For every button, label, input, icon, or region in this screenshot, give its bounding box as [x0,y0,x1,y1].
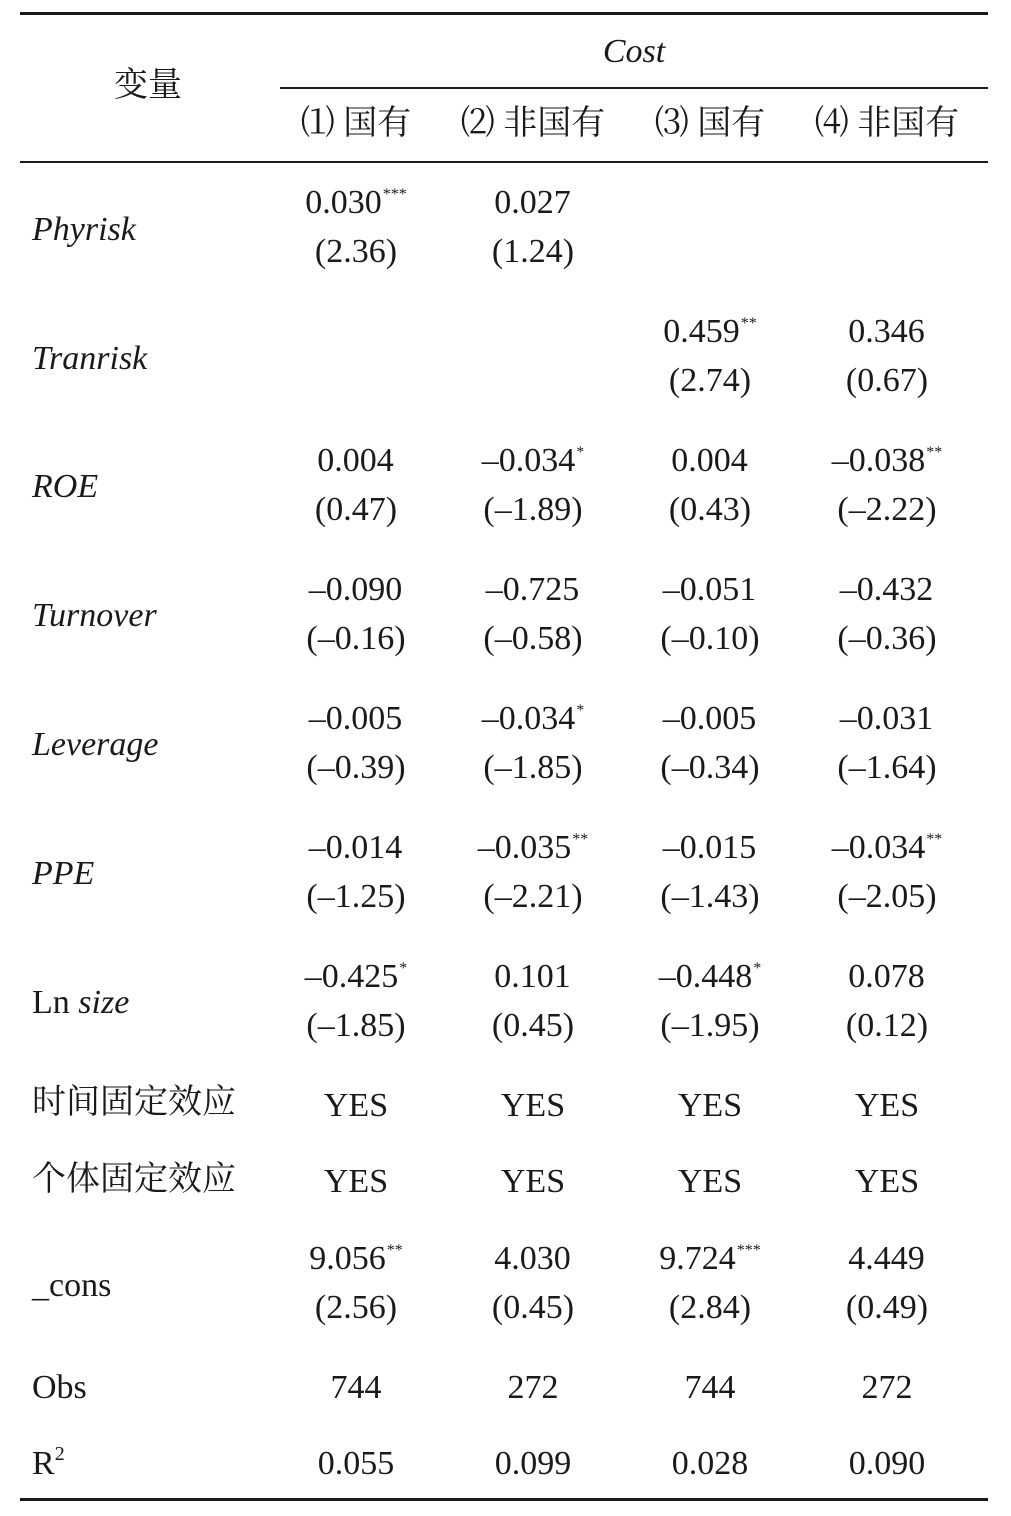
header-col-1: ⑴ 国有 [300,105,412,142]
header-col-3: ⑶ 国有 [654,105,766,142]
leverage-coef-value: –0.034 [481,700,576,737]
cons-significance-stars: *** [736,1242,761,1259]
phyrisk-tstat: (1.24) [491,233,575,270]
leverage-tstat: (–0.39) [306,749,406,786]
obs-value: 744 [330,1369,382,1406]
lnsize-coef [659,957,762,1003]
roe-coef [671,441,749,487]
row-label-ppe: PPE [32,855,95,892]
roe-coef-value: 0.004 [317,442,394,479]
turnover-coef-value: –0.725 [485,571,580,608]
leverage-coef-value: –0.005 [662,700,757,737]
ppe-significance-stars: ** [926,831,943,848]
phyrisk-coef [494,183,572,229]
ppe-tstat: (–2.05) [837,878,937,915]
r2-value: 0.055 [317,1445,395,1482]
ppe-coef [663,828,758,874]
turnover-tstat: (–0.36) [837,620,937,657]
bottom-rule [20,1498,988,1501]
tranrisk-coef [356,312,357,358]
roe-coef [482,441,585,487]
turnover-coef [840,570,935,616]
phyrisk-coef [305,183,407,229]
header-group-label: Cost [602,33,666,70]
time_fe-value: YES [500,1087,566,1124]
leverage-tstat: (–0.34) [660,749,760,786]
roe-tstat: (–2.22) [837,491,937,528]
ppe-tstat: (–1.43) [660,878,760,915]
r2-value: 0.099 [494,1445,572,1482]
roe-significance-stars: ** [926,444,943,461]
leverage-coef-value: –0.005 [308,700,403,737]
cons-tstat: (2.56) [314,1289,398,1326]
turnover-tstat: (–0.16) [306,620,406,657]
leverage-coef [309,699,404,745]
roe-tstat: (0.47) [314,491,398,528]
leverage-coef [482,699,585,745]
ppe-significance-stars: ** [572,831,589,848]
row-label-time-fe: 时间固定效应 [32,1084,236,1121]
row-label-obs: Obs [32,1369,87,1406]
leverage-coef [663,699,758,745]
tranrisk-coef-value: 0.346 [848,313,925,350]
leverage-coef [840,699,935,745]
lnsize-coef-value: 0.101 [494,958,571,995]
lnsize-ital: size [78,984,130,1021]
tranrisk-tstat: (2.74) [668,362,752,399]
header-var-label: 变量 [114,67,182,104]
lnsize-coef-value: –0.425 [304,958,399,995]
turnover-tstat: (–0.10) [660,620,760,657]
roe-coef [832,441,943,487]
phyrisk-tstat: (2.36) [314,233,398,270]
lnsize-tstat: (–1.95) [660,1007,760,1044]
turnover-coef-value: –0.432 [839,571,934,608]
phyrisk-coef-value: 0.030 [305,184,382,221]
leverage-significance-stars: * [576,702,585,719]
phyrisk-significance-stars: *** [382,186,407,203]
row-label-phyrisk: Phyrisk [32,211,136,248]
roe-coef [317,441,395,487]
turnover-coef-value: –0.051 [662,571,757,608]
ppe-tstat: (–2.21) [483,878,583,915]
cons-tstat: (2.84) [668,1289,752,1326]
leverage-tstat: (–1.64) [837,749,937,786]
turnover-coef [486,570,581,616]
ppe-coef-value: –0.015 [662,829,757,866]
tranrisk-coef-value: 0.459 [663,313,740,350]
tranrisk-coef [533,312,534,358]
lnsize-coef-value: 0.078 [848,958,925,995]
ppe-coef-value: –0.035 [477,829,572,866]
r2-value: 0.090 [848,1445,926,1482]
turnover-coef [663,570,758,616]
cons-coef [309,1239,403,1285]
indiv_fe-value: YES [854,1163,920,1200]
indiv_fe-value: YES [500,1163,566,1200]
row-label-cons: _cons [32,1267,112,1304]
r2-value: 0.028 [671,1445,749,1482]
phyrisk-coef [887,183,888,229]
cons-coef-value: 9.724 [659,1240,736,1277]
roe-coef-value: 0.004 [671,442,748,479]
lnsize-coef [305,957,408,1003]
lnsize-prefix: Ln [32,984,70,1021]
r2-label-sup: 2 [54,1443,65,1465]
leverage-tstat: (–1.85) [483,749,583,786]
row-label-indiv-fe: 个体固定效应 [32,1161,236,1198]
top-rule [20,12,988,15]
ppe-coef [309,828,404,874]
roe-coef-value: –0.034 [481,442,576,479]
tranrisk-tstat: (0.67) [845,362,929,399]
row-label-tranrisk: Tranrisk [32,340,148,377]
lnsize-coef [494,957,572,1003]
turnover-coef [309,570,404,616]
ppe-coef-value: –0.014 [308,829,403,866]
ppe-coef-value: –0.034 [831,829,926,866]
lnsize-tstat: (0.45) [491,1007,575,1044]
ppe-tstat: (–1.25) [306,878,406,915]
cons-coef-value: 4.030 [494,1240,571,1277]
cons-tstat: (0.49) [845,1289,929,1326]
row-label-lnsize [32,983,129,1023]
turnover-coef-value: –0.090 [308,571,403,608]
row-label-turnover: Turnover [32,597,157,634]
row-label-r2 [32,1444,65,1488]
phyrisk-coef [710,183,711,229]
row-label-roe: ROE [32,468,99,505]
obs-value: 272 [861,1369,913,1406]
time_fe-value: YES [677,1087,743,1124]
header-col-2: ⑵ 非国有 [460,105,606,142]
cons-coef [659,1239,761,1285]
lnsize-significance-stars: * [753,960,762,977]
indiv_fe-value: YES [323,1163,389,1200]
tranrisk-coef [848,312,926,358]
roe-significance-stars: * [576,444,585,461]
roe-tstat: (0.43) [668,491,752,528]
header-col-4: ⑷ 非国有 [814,105,960,142]
roe-tstat: (–1.89) [483,491,583,528]
turnover-tstat: (–0.58) [483,620,583,657]
indiv_fe-value: YES [677,1163,743,1200]
leverage-coef-value: –0.031 [839,700,934,737]
phyrisk-coef-value: 0.027 [494,184,571,221]
cons-coef-value: 4.449 [848,1240,925,1277]
cons-coef-value: 9.056 [309,1240,386,1277]
cons-tstat: (0.45) [491,1289,575,1326]
tranrisk-significance-stars: ** [740,315,757,332]
header-rule [20,161,988,163]
cons-significance-stars: ** [386,1242,403,1259]
tranrisk-coef [663,312,757,358]
ppe-coef [478,828,589,874]
ppe-coef [832,828,943,874]
obs-value: 272 [507,1369,559,1406]
lnsize-coef [848,957,926,1003]
lnsize-coef-value: –0.448 [658,958,753,995]
r2-label: R [32,1445,55,1482]
time_fe-value: YES [323,1087,389,1124]
lnsize-significance-stars: * [399,960,408,977]
row-label-leverage: Leverage [32,726,159,763]
lnsize-tstat: (–1.85) [306,1007,406,1044]
cons-coef [494,1239,572,1285]
obs-value: 744 [684,1369,736,1406]
roe-coef-value: –0.038 [831,442,926,479]
time_fe-value: YES [854,1087,920,1124]
cons-coef [848,1239,926,1285]
group-rule [280,87,988,89]
lnsize-tstat: (0.12) [845,1007,929,1044]
